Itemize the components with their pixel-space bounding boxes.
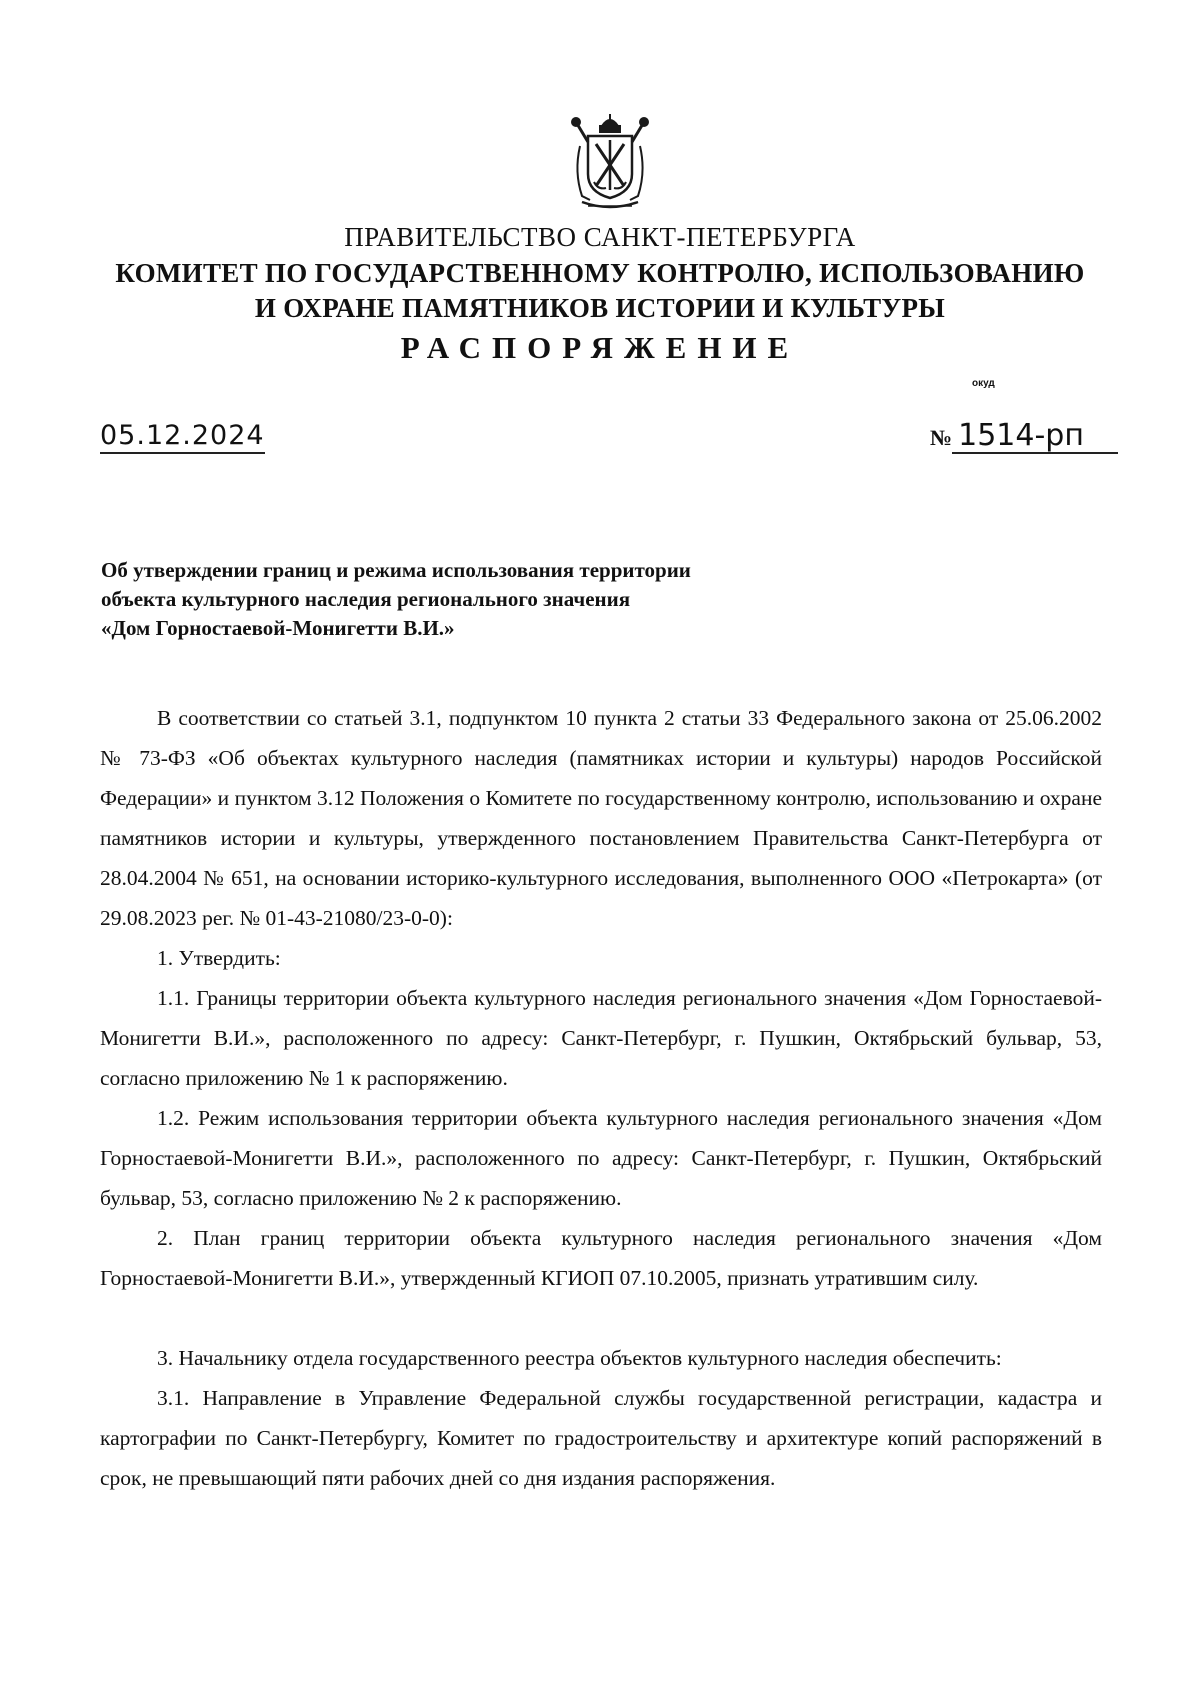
clause-1: 1. Утвердить: <box>157 946 281 970</box>
clause-1-2: 1.2. Режим использования территории объекта культурного наследия регионального значения «Дом Горностаевой-Монигетти В.И.», расположенного по адресу: Санкт-Петербург, г. Пушкин, Октябрьский бульвар, 53, согласно приложению № 2 к распоряжению. <box>100 1106 1102 1210</box>
document-type: РАСПОРЯЖЕНИЕ <box>400 330 800 365</box>
subject-line-3: «Дом Горностаевой-Монигетти В.И.» <box>101 616 455 640</box>
government-title: ПРАВИТЕЛЬСТВО САНКТ-ПЕТЕРБУРГА <box>344 222 856 252</box>
document-date: 05.12.2024 <box>100 420 265 454</box>
document-number: 1514-рп <box>952 420 1118 454</box>
clause-3-1: 3.1. Направление в Управление Федеральной службы государственной регистрации, кадастра и картографии по Санкт-Петербургу, Комитет по градостроительству и архитектуре копий распоряжений в срок, не превышающий пяти рабочих дней со дня издания распоряжения. <box>100 1386 1102 1490</box>
document-number-block <box>930 420 1118 457</box>
number-sign: № <box>930 425 953 450</box>
coat-of-arms-icon <box>568 112 652 212</box>
clause-2: 2. План границ территории объекта культурного наследия регионального значения «Дом Горностаевой-Монигетти В.И.», утвержденный КГИОП 07.10.2005, признать утратившим силу. <box>100 1226 1102 1290</box>
subject-line-2: объекта культурного наследия регионального значения <box>101 587 631 611</box>
committee-name-line1: КОМИТЕТ ПО ГОСУДАРСТВЕННОМУ КОНТРОЛЮ, ИСПОЛЬЗОВАНИЮ <box>115 258 1085 288</box>
clause-1-1: 1.1. Границы территории объекта культурного наследия регионального значения «Дом Горностаевой-Монигетти В.И.», расположенного по адресу: Санкт-Петербург, г. Пушкин, Октябрьский бульвар, 53, согласно приложению № 1 к распоряжению. <box>100 986 1102 1090</box>
okud-label: окуд <box>972 378 995 389</box>
preamble-paragraph: В соответствии со статьей 3.1, подпунктом 10 пункта 2 статьи 33 Федерального закона от 25.06.2002 № 73-ФЗ «Об объектах культурного наследия (памятниках истории и культуры) народов Российской Федерации» и пунктом 3.12 Положения о Комитете по государственному контролю, использованию и охране памятников истории и культуры, утвержденного постановлением Правительства Санкт-Петербурга от 28.04.2004 № 651, на основании историко-культурного исследования, выполненного ООО «Петрокарта» (от 29.08.2023 рег. № 01-43-21080/23-0-0): <box>100 706 1102 930</box>
subject-line-1: Об утверждении границ и режима использования территории <box>101 558 691 582</box>
clause-3: 3. Начальнику отдела государственного реестра объектов культурного наследия обеспечить: <box>157 1346 1002 1370</box>
committee-name-line2: И ОХРАНЕ ПАМЯТНИКОВ ИСТОРИИ И КУЛЬТУРЫ <box>254 293 946 323</box>
